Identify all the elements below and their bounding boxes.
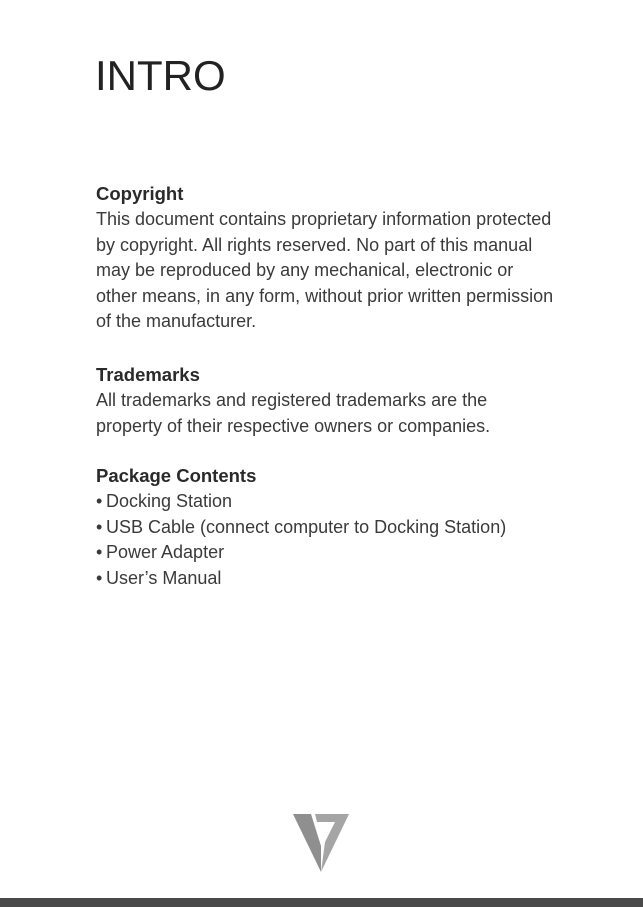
v7-logo-icon xyxy=(291,812,351,874)
logo-left-stroke xyxy=(293,814,321,872)
list-item-label: Power Adapter xyxy=(106,542,225,562)
list-item xyxy=(96,515,576,541)
list-item-label: USB Cable (connect computer to Docking Station) xyxy=(106,516,507,537)
footer-bar xyxy=(0,898,643,907)
list-item xyxy=(96,566,576,592)
trademarks-section xyxy=(96,362,576,439)
package-contents-heading: Package Contents xyxy=(96,465,257,486)
package-contents-list xyxy=(96,489,576,591)
list-item-label: Docking Station xyxy=(106,491,233,511)
package-contents-section xyxy=(96,463,576,591)
list-item-label: User’s Manual xyxy=(106,567,222,588)
trademarks-heading: Trademarks xyxy=(96,364,200,385)
bullet-icon: • xyxy=(96,567,103,588)
list-item xyxy=(96,489,576,515)
trademarks-text: All trademarks and registered trademarks are the property of their respective owners or companies. xyxy=(96,390,491,436)
bullet-icon: • xyxy=(96,542,103,562)
copyright-text: This document contains proprietary information protected by copyright. All rights reserved. No part of this manual may be reproduced by any mechanical, electronic or other means, in any form, without prior written permission of the manufacturer. xyxy=(96,209,554,331)
list-item xyxy=(96,540,576,566)
copyright-heading: Copyright xyxy=(96,183,184,204)
bullet-icon: • xyxy=(96,516,103,537)
bullet-icon: • xyxy=(96,491,103,511)
page-title: INTRO xyxy=(95,52,226,99)
copyright-section xyxy=(96,181,576,335)
